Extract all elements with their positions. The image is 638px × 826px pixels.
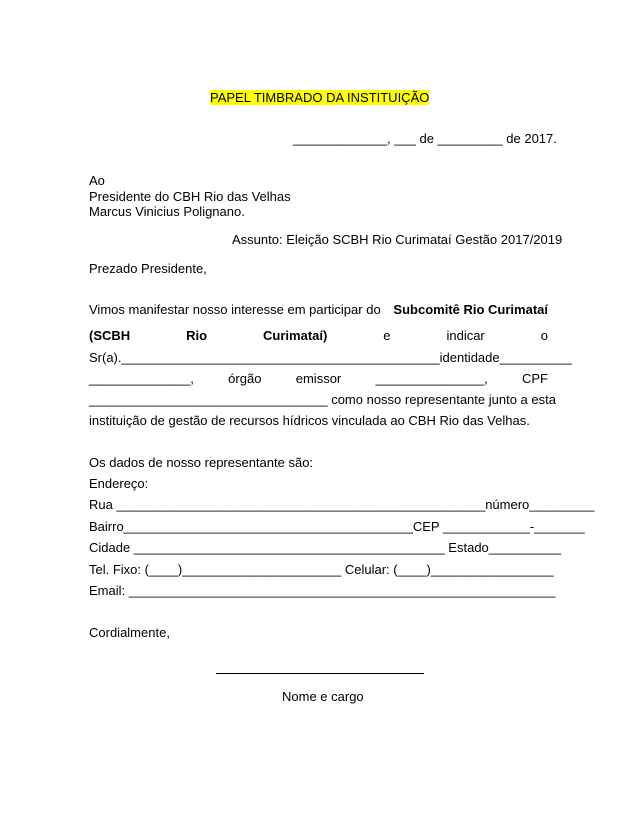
- body-line-4-word: órgão: [228, 371, 262, 386]
- body-line-2-word: indicar: [446, 328, 485, 343]
- body-line-3-identity-field: Sr(a).____________________________________________identidade__________: [89, 350, 572, 365]
- subject-line: Assunto: Eleição SCBH Rio Curimataí Gestão 2017/2019: [232, 232, 563, 247]
- body-line-2: [89, 328, 548, 344]
- email-field: Email: ___________________________________________________________: [89, 583, 556, 598]
- salutation: Prezado Presidente,: [89, 261, 207, 276]
- letterhead-title-text: PAPEL TIMBRADO DA INSTITUIÇÃO: [210, 90, 430, 105]
- closing: Cordialmente,: [89, 625, 170, 640]
- street-field: Rua ___________________________________________________número_________: [89, 497, 595, 512]
- body-line-1: [89, 302, 548, 318]
- body-line-5: _________________________________ como nosso representante junto a esta: [89, 392, 556, 407]
- phone-field: Tel. Fixo: (____)______________________ Celular: (____)_________________: [89, 562, 554, 577]
- recipient-line-1: Ao: [89, 173, 105, 188]
- body-line-4-word: emissor: [295, 371, 342, 386]
- body-line-4-word: CPF: [521, 371, 548, 386]
- address-label: Endereço:: [89, 476, 149, 491]
- recipient-line-3: Marcus Vinicius Polignano.: [89, 204, 245, 219]
- subcommittee-name: Subcomitê Rio Curimataí: [393, 302, 548, 317]
- body-line-4-word: _______________,: [375, 371, 488, 386]
- city-field: Cidade ___________________________________________ Estado__________: [89, 540, 562, 555]
- body-line-2-word: Curimataí): [263, 328, 328, 343]
- body-line-1-text: Vimos manifestar nosso interesse em participar do: [89, 302, 381, 317]
- signature-label: Nome e cargo: [282, 689, 364, 704]
- letterhead-title: [210, 90, 429, 106]
- neighborhood-field: Bairro________________________________________CEP ____________-_______: [89, 519, 585, 534]
- body-line-2-word: (SCBH: [89, 328, 131, 343]
- body-line-2-word: e: [383, 328, 391, 343]
- body-line-2-word: o: [540, 328, 548, 343]
- body-line-4-word: ______________,: [89, 371, 194, 386]
- signature-line: [216, 673, 424, 674]
- body-line-6: instituição de gestão de recursos hídricos vinculada ao CBH Rio das Velhas.: [89, 413, 530, 428]
- body-line-4: [89, 371, 548, 387]
- date-line: _____________, ___ de _________ de 2017.: [293, 131, 557, 146]
- recipient-line-2: Presidente do CBH Rio das Velhas: [89, 189, 291, 204]
- representative-data-heading: Os dados de nosso representante são:: [89, 455, 314, 470]
- body-line-2-word: Rio: [186, 328, 208, 343]
